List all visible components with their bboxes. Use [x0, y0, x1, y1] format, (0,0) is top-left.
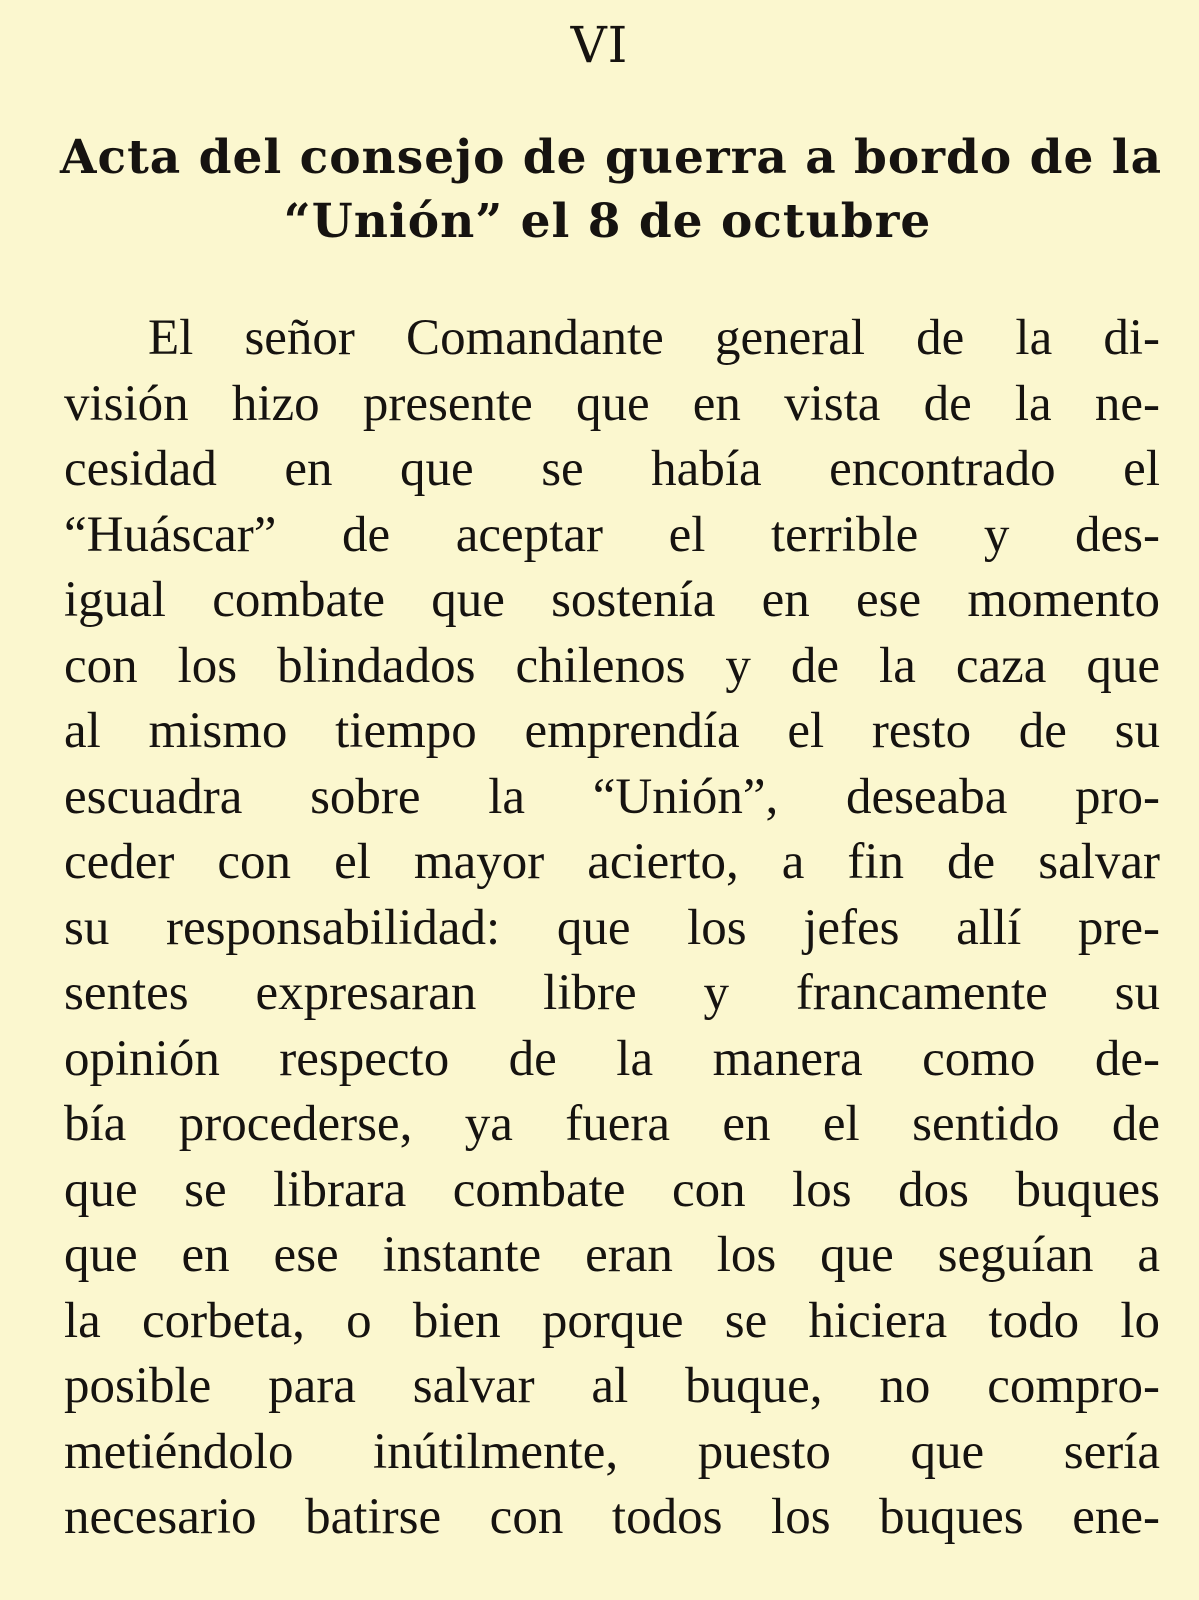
body-line: posible para salvar al buque, no compro-: [64, 1358, 1160, 1414]
body-line: escuadra sobre la “Unión”, deseaba pro-: [64, 768, 1160, 825]
body-line: El señor Comandante general de la di-: [148, 310, 1160, 366]
body-line: con los blindados chilenos y de la caza que: [64, 637, 1160, 694]
body-line: igual combate que sostenía en ese momento: [64, 572, 1160, 628]
body-line: la corbeta, o bien porque se hiciera todo lo: [64, 1292, 1160, 1349]
body-line: al mismo tiempo emprendía el resto de su: [64, 703, 1160, 759]
body-line: metiéndolo inútilmente, puesto que sería: [64, 1423, 1160, 1480]
body-line: que se librara combate con los dos buques: [64, 1161, 1160, 1218]
body-line: necesario batirse con todos los buques ene-: [64, 1489, 1160, 1545]
body-line: cesidad en que se había encontrado el: [64, 441, 1160, 497]
body-line: sentes expresaran libre y francamente su: [64, 965, 1160, 1021]
chapter-title-line: Acta del consejo de guerra a bordo de la: [60, 130, 1163, 185]
body-line: ceder con el mayor acierto, a fin de salvar: [64, 834, 1160, 890]
body-line: su responsabilidad: que los jefes allí pre-: [64, 899, 1160, 956]
body-line: “Huáscar” de aceptar el terrible y des-: [64, 506, 1160, 563]
chapter-number: VI: [570, 16, 629, 74]
body-paragraph: [64, 306, 1160, 1551]
chapter-title-line: “Unión” el 8 de octubre: [283, 194, 932, 249]
chapter-title: [60, 126, 1163, 254]
body-line: bía procederse, ya fuera en el sentido de: [64, 1096, 1160, 1152]
body-line: visión hizo presente que en vista de la ne-: [64, 375, 1160, 432]
body-line: que en ese instante eran los que seguían a: [64, 1227, 1160, 1283]
body-line: opinión respecto de la manera como de-: [64, 1030, 1160, 1087]
